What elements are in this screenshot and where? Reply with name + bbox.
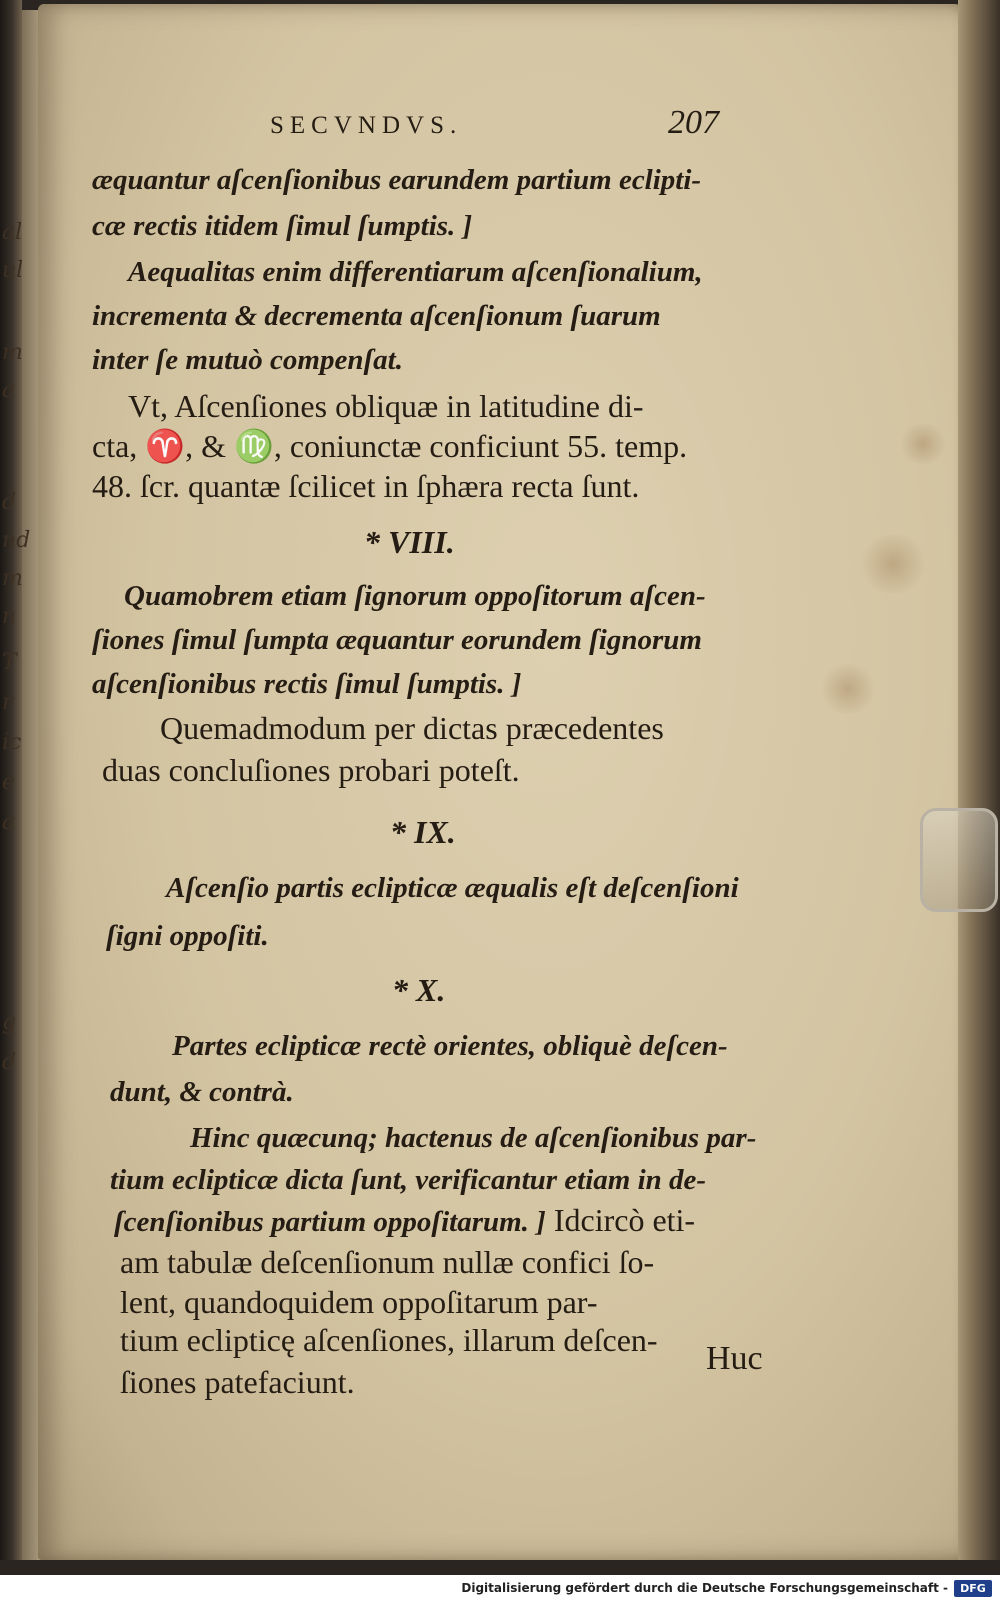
text-line: Hinc quæcunq; hactenus de aſcenſionibus par- — [190, 1122, 757, 1154]
section-heading: * IX. — [390, 814, 456, 850]
text-line: aſcenſionibus rectis ſimul ſumptis. ] — [92, 668, 522, 700]
text-line: incrementa & decrementa aſcenſionum ſuarum — [92, 300, 661, 332]
margin-fragment: d — [2, 490, 17, 515]
text-line: Aequalitas enim differentiarum aſcenſionalium, — [128, 256, 703, 288]
margin-fragment: g — [2, 1010, 17, 1035]
margin-fragment: n — [2, 604, 17, 629]
text-line: ſiones patefaciunt. — [120, 1364, 355, 1400]
paper-stain — [898, 424, 948, 464]
section-heading: * VIII. — [364, 524, 455, 560]
text-line: Partes eclipticæ rectè orientes, obliquè deſcen- — [172, 1030, 728, 1062]
text-line-mixed — [114, 1198, 695, 1242]
text-line: cta, ♈, & ♍, coniunctæ conficiunt 55. temp. — [92, 428, 688, 464]
text-line: tium eclipticę aſcenſiones, illarum deſcen- — [120, 1322, 658, 1358]
facing-page-margin-text — [2, 150, 32, 1075]
footer-bar — [0, 1575, 1000, 1605]
text-line: tium eclipticæ dicta ſunt, verificantur etiam in de- — [110, 1164, 707, 1196]
text-fragment-roman: Idcircò eti- — [545, 1202, 696, 1238]
main-text-block — [92, 158, 772, 1358]
margin-fragment: r — [2, 690, 13, 715]
margin-fragment: T — [2, 650, 17, 675]
text-line: Vt, Aſcenſiones obliquæ in latitudine di- — [128, 388, 644, 424]
margin-fragment: m — [2, 340, 23, 365]
text-line: dunt, & contrà. — [110, 1076, 294, 1108]
page-clip — [920, 808, 998, 912]
dfg-logo: DFG — [954, 1580, 992, 1597]
margin-fragment: a — [2, 378, 16, 403]
text-line: 48. ſcr. quantæ ſcilicet in ſphæra recta ſunt. — [92, 468, 640, 504]
margin-fragment: m — [2, 566, 23, 591]
paper-stain — [818, 664, 878, 714]
section-heading: * X. — [392, 972, 446, 1008]
text-line: ſiones ſimul ſumpta æquantur eorundem ſignorum — [92, 624, 702, 656]
margin-fragment: al — [2, 220, 23, 245]
running-title: SECVNDVS. — [270, 112, 463, 139]
page-number: 207 — [668, 104, 719, 141]
margin-fragment: a — [2, 810, 16, 835]
catchword: Huc — [706, 1340, 763, 1377]
page-stack-edge — [958, 0, 1000, 1560]
margin-fragment: ic — [2, 730, 22, 755]
text-fragment-italic: ſcenſionibus partium oppoſitarum. ] — [114, 1206, 546, 1238]
text-line: Quemadmodum per dictas præcedentes — [160, 710, 664, 746]
margin-fragment: nd — [2, 528, 31, 553]
text-line: duas concluſiones probari poteſt. — [102, 752, 520, 788]
text-line: Aſcenſio partis eclipticæ æqualis eſt deſcenſioni — [166, 872, 739, 904]
text-line: ſigni oppoſiti. — [106, 920, 269, 952]
text-line: lent, quandoquidem oppoſitarum par- — [120, 1284, 598, 1320]
text-line: Quamobrem etiam ſignorum oppoſitorum aſcen- — [124, 580, 706, 612]
text-line: inter ſe mutuò compenſat. — [92, 344, 403, 376]
paper-stain — [858, 534, 928, 594]
margin-fragment: ul — [2, 258, 24, 283]
margin-fragment: e — [2, 770, 16, 795]
text-line: am tabulæ deſcenſionum nullæ confici ſo- — [120, 1244, 655, 1280]
text-line: æquantur aſcenſionibus earundem partium eclipti- — [92, 164, 702, 196]
text-line: cæ rectis itidem ſimul ſumptis. ] — [92, 210, 473, 242]
margin-fragment: d — [2, 1050, 17, 1075]
funding-credit: Digitalisierung gefördert durch die Deutsche Forschungsgemeinschaft - — [461, 1581, 948, 1595]
